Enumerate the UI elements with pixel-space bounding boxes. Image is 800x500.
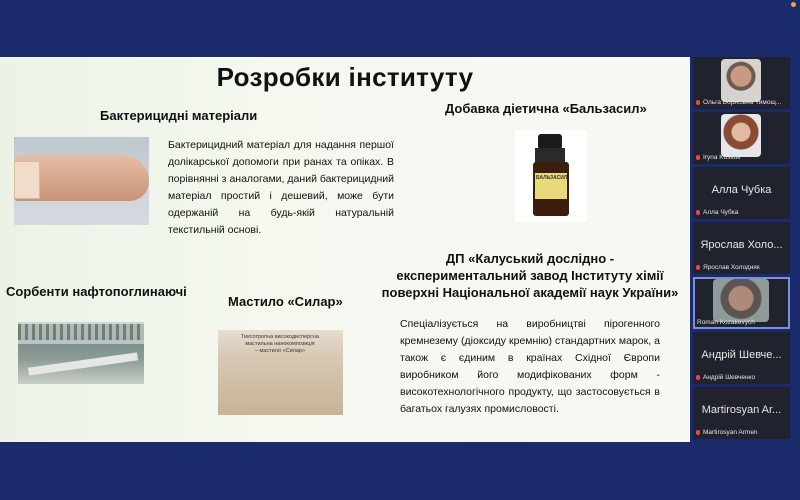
sorbents-heading: Сорбенти нафтопоглинаючі — [6, 284, 187, 299]
participant-name: Алла Чубка — [703, 209, 739, 216]
participant-name: Андрій Шевченко — [703, 374, 756, 381]
bandaged-arm-image — [14, 137, 149, 225]
balzasil-bottle-image — [515, 130, 587, 222]
participant-display-name: Андрій Шевче... — [701, 349, 782, 361]
participant-tile[interactable] — [693, 167, 790, 219]
participant-name: Ярослав Холодняк — [703, 264, 760, 271]
participants-panel — [693, 57, 790, 443]
meeting-top-bar — [0, 0, 800, 56]
bactericidal-heading: Бактерицидні матеріали — [100, 108, 258, 123]
bactericidal-text: Бактерицидний матеріал для надання першої долікарської допомоги при ранах та опіках. В порівнянні з аналогами, даний бактерицидний матеріал простий і дешевий, може бути одержаній на будь-якій натуральній текстильній основі. — [168, 139, 394, 236]
participant-name: Iryna Kostiuk — [703, 154, 741, 161]
participant-tile-active[interactable] — [693, 277, 790, 329]
lubricant-heading: Мастило «Силар» — [228, 294, 343, 309]
slide-title: Розробки інституту — [216, 62, 474, 92]
muted-mic-icon — [696, 375, 700, 380]
lubricant-label-line: мастильна нанокомпозиція — [245, 341, 315, 347]
participant-tile[interactable] — [693, 387, 790, 439]
muted-mic-icon — [696, 155, 700, 160]
participant-tile[interactable] — [693, 222, 790, 274]
bottle-label: БАЛЬЗАСИЛ — [536, 175, 568, 181]
silar-lubricant-image — [218, 330, 343, 415]
participant-tile[interactable] — [693, 332, 790, 384]
participant-video — [721, 59, 761, 102]
participant-name: Ольга Борисівна Тимощ... — [703, 99, 782, 106]
participant-display-name: Martirosyan Ar... — [701, 404, 782, 416]
participant-name: Martirosyan Armen — [703, 429, 758, 436]
muted-mic-icon — [696, 210, 700, 215]
kalush-heading: ДП «Калуський дослідно - експериментальний завод Інституту хімії поверхні Національної академії наук України» — [381, 251, 679, 300]
meeting-bottom-bar — [0, 443, 800, 500]
participant-tile[interactable] — [693, 57, 790, 109]
muted-mic-icon — [696, 430, 700, 435]
participant-tile[interactable] — [693, 112, 790, 164]
lubricant-label-line: Тиксотропна високодисперсна — [241, 334, 319, 340]
muted-mic-icon — [696, 265, 700, 270]
lubricant-label-line: – мастило «Силар» — [254, 348, 306, 354]
participant-display-name: Ярослав Холо... — [700, 239, 783, 251]
sorbent-pond-image — [18, 322, 144, 384]
participant-name: Roman Kozakevych — [697, 319, 755, 326]
shared-slide — [0, 57, 690, 442]
participant-video — [721, 114, 761, 157]
status-dot-icon — [791, 2, 796, 7]
participant-video — [713, 279, 769, 322]
additive-heading: Добавка діетична «Бальзасил» — [445, 101, 647, 116]
muted-mic-icon — [696, 100, 700, 105]
participant-display-name: Алла Чубка — [711, 184, 772, 196]
kalush-text: Спеціалізується на виробництві пірогенного кремнезему (діоксиду кремнію) стандартних марок, а також є єдиним в країнах Східної Європи виробником його модифікованих форм - високотехнологічного продукту, що застосовується в багатьох галузях промисловості. — [400, 318, 660, 415]
